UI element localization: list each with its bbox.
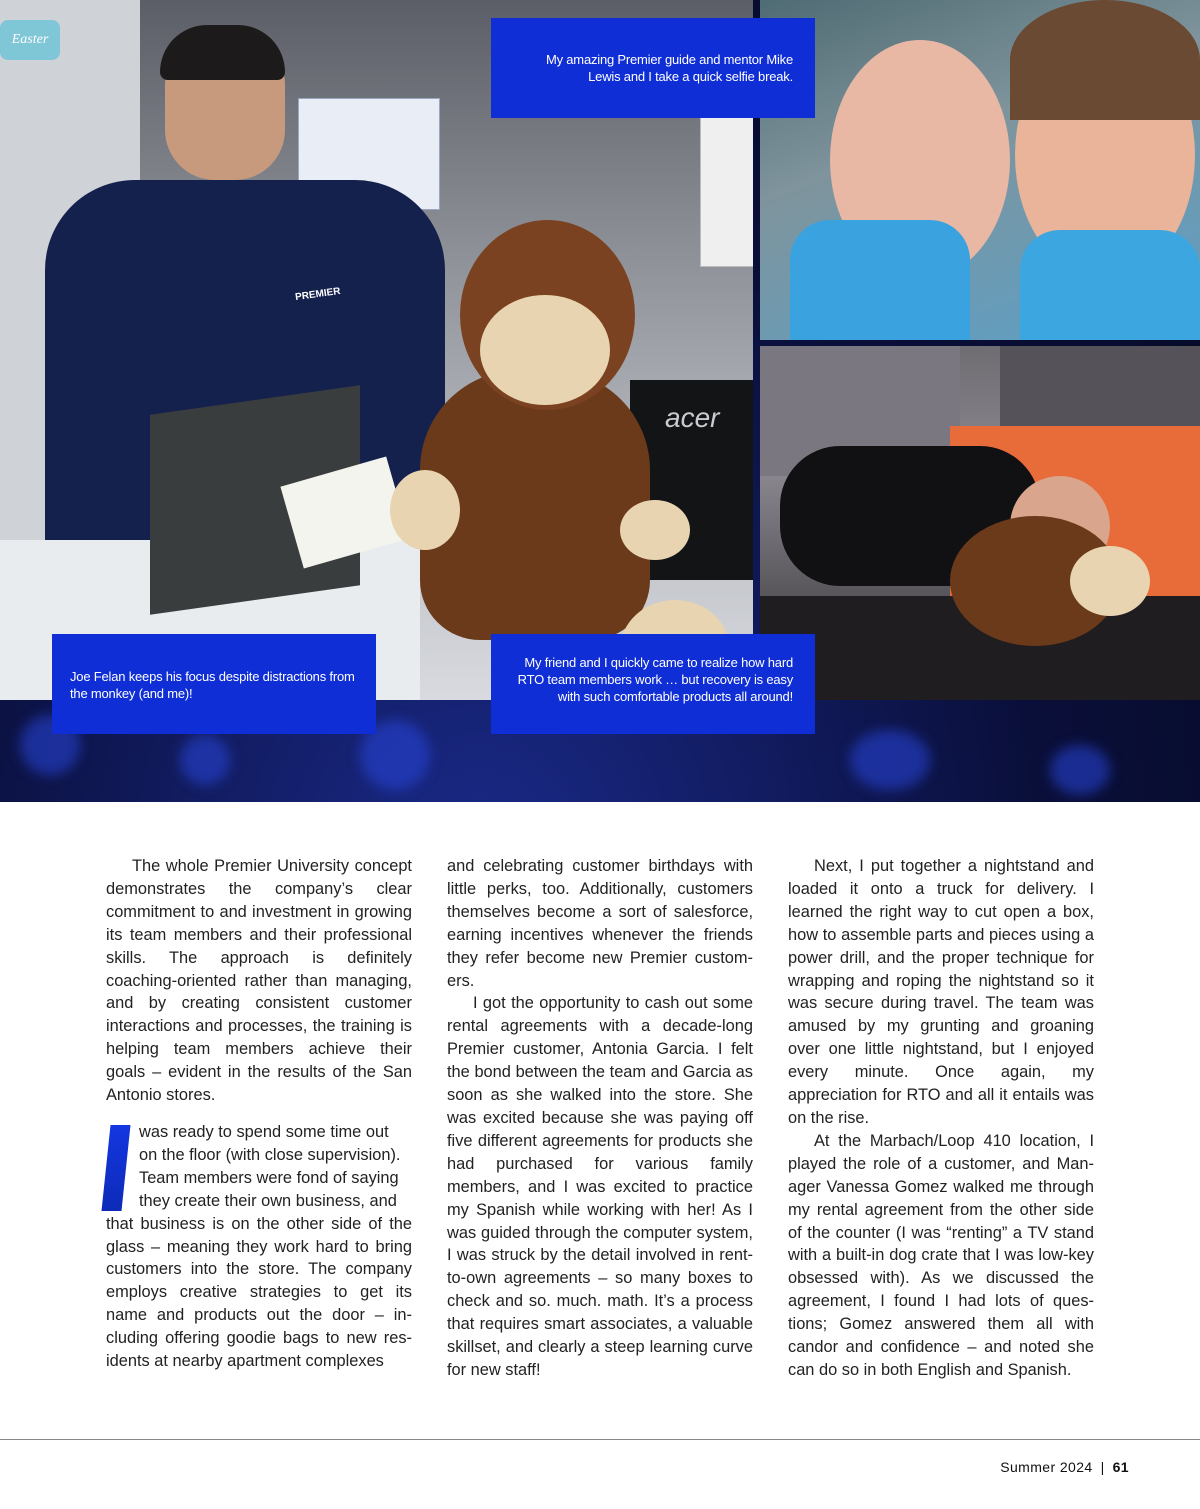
plush-monkey-face <box>1070 546 1150 616</box>
text-line: Team members were fond of saying <box>139 1168 399 1187</box>
article-body <box>106 855 1095 1395</box>
column-1 <box>106 855 412 1373</box>
footer-separator: | <box>1100 1459 1105 1475</box>
text-line: on the floor (with close supervision). <box>139 1145 401 1164</box>
wall-calendar-right <box>700 115 753 267</box>
plush-monkey-hand <box>390 470 460 550</box>
paragraph-continuation: that business is on the other side of the glass – meaning they work hard to bring customers into the store. The company employs creative strategies to get its name and products out the door – including offering goodie bags to new residents at nearby apartment complexes <box>106 1214 412 1371</box>
page-footer <box>1000 1459 1129 1475</box>
text-line: was ready to spend some time out <box>139 1122 389 1141</box>
bokeh-light <box>180 735 230 785</box>
footer-divider <box>0 1439 1200 1440</box>
paragraph: Next, I put together a nightstand and loaded it onto a truck for delivery. I learned the right way to cut open a box, how to assemble parts and pieces using a power drill, and the proper technique for wrapping and roping the nightstand so it was secure during travel. The team was amused by my grunting and groaning over one little nightstand, but I enjoyed every minute. Once again, my appreciation for RTO and all it entails was on the rise. <box>788 857 1094 1127</box>
man-blue-shirt <box>790 220 970 340</box>
bokeh-light <box>1050 745 1110 795</box>
paragraph: At the Marbach/Loop 410 location, I played the role of a customer, and Manager Vanessa Gomez walked me through my rental agreement from the other side of the counter (I was “renting” a TV stand with a built-in dog crate that I was low-key obsessed with). As we discussed the agreement, I found I had lots of questions; Gomez answered them all with candor and confidence – and noted she can do so in both English and Spanish. <box>788 1131 1094 1379</box>
column-2 <box>447 855 753 1382</box>
paragraph: I got the opportunity to cash out some rental agreements with a decade-long Premier customer, Antonia Garcia. I felt the bond between the team and Garcia as soon as she walked into the store. She was excited because she was paying off five different agreements for products she had purchased for various family members, and I was excited to practice my Spanish while working with her! As I was guided through the computer system, I was struck by the detail involved in rent-to-own agreements – so many boxes to check and so. much. math. It’s a process that requires smart associates, a valuable skillset, and clearly a steep learning curve for new staff! <box>447 994 753 1379</box>
text-line: they create their own business, and <box>139 1191 397 1210</box>
caption-selfie: My amazing Premier guide and mentor Mike Lewis and I take a quick selfie break. <box>491 18 815 118</box>
paragraph: and celebrating customer birthdays with little perks, too. Additionally, customers themselves become a sort of salesforce, earning incentives whenever the friends they refer become new Premier customers. <box>447 857 753 990</box>
plush-monkey-face <box>480 295 610 405</box>
paragraph <box>106 1121 412 1373</box>
selfie-photo <box>760 0 1200 340</box>
bed-photo <box>760 346 1200 700</box>
woman-hair <box>1010 0 1200 120</box>
page-number: 61 <box>1112 1459 1129 1475</box>
column-3 <box>788 855 1094 1382</box>
acer-logo: acer <box>665 402 720 433</box>
plush-monkey-hand <box>620 500 690 560</box>
person-hair <box>160 25 285 80</box>
bokeh-light <box>850 730 930 790</box>
caption-bed: My friend and I quickly came to realize how hard RTO team members work … but recovery is easy with such comfortable products all around! <box>491 634 815 734</box>
caption-store: Joe Felan keeps his focus despite distractions from the monkey (and me)! <box>52 634 376 734</box>
shirt-logo: PREMIER <box>294 285 342 304</box>
woman-blue-shirt <box>1020 230 1200 340</box>
dropcap-paragraph <box>106 1121 412 1373</box>
easter-sign: Easter <box>0 20 60 60</box>
paragraph: The whole Premier University concept demonstrates the company’s clear commitment to and investment in growing its team members and their professional skills. The approach is definitely coaching-oriented rather than managing, and by creating consistent customer interactions and processes, the training is helping team members achieve their goals – evident in the results of the San Antonio stores. <box>106 857 412 1105</box>
issue-label: Summer 2024 <box>1000 1459 1093 1475</box>
